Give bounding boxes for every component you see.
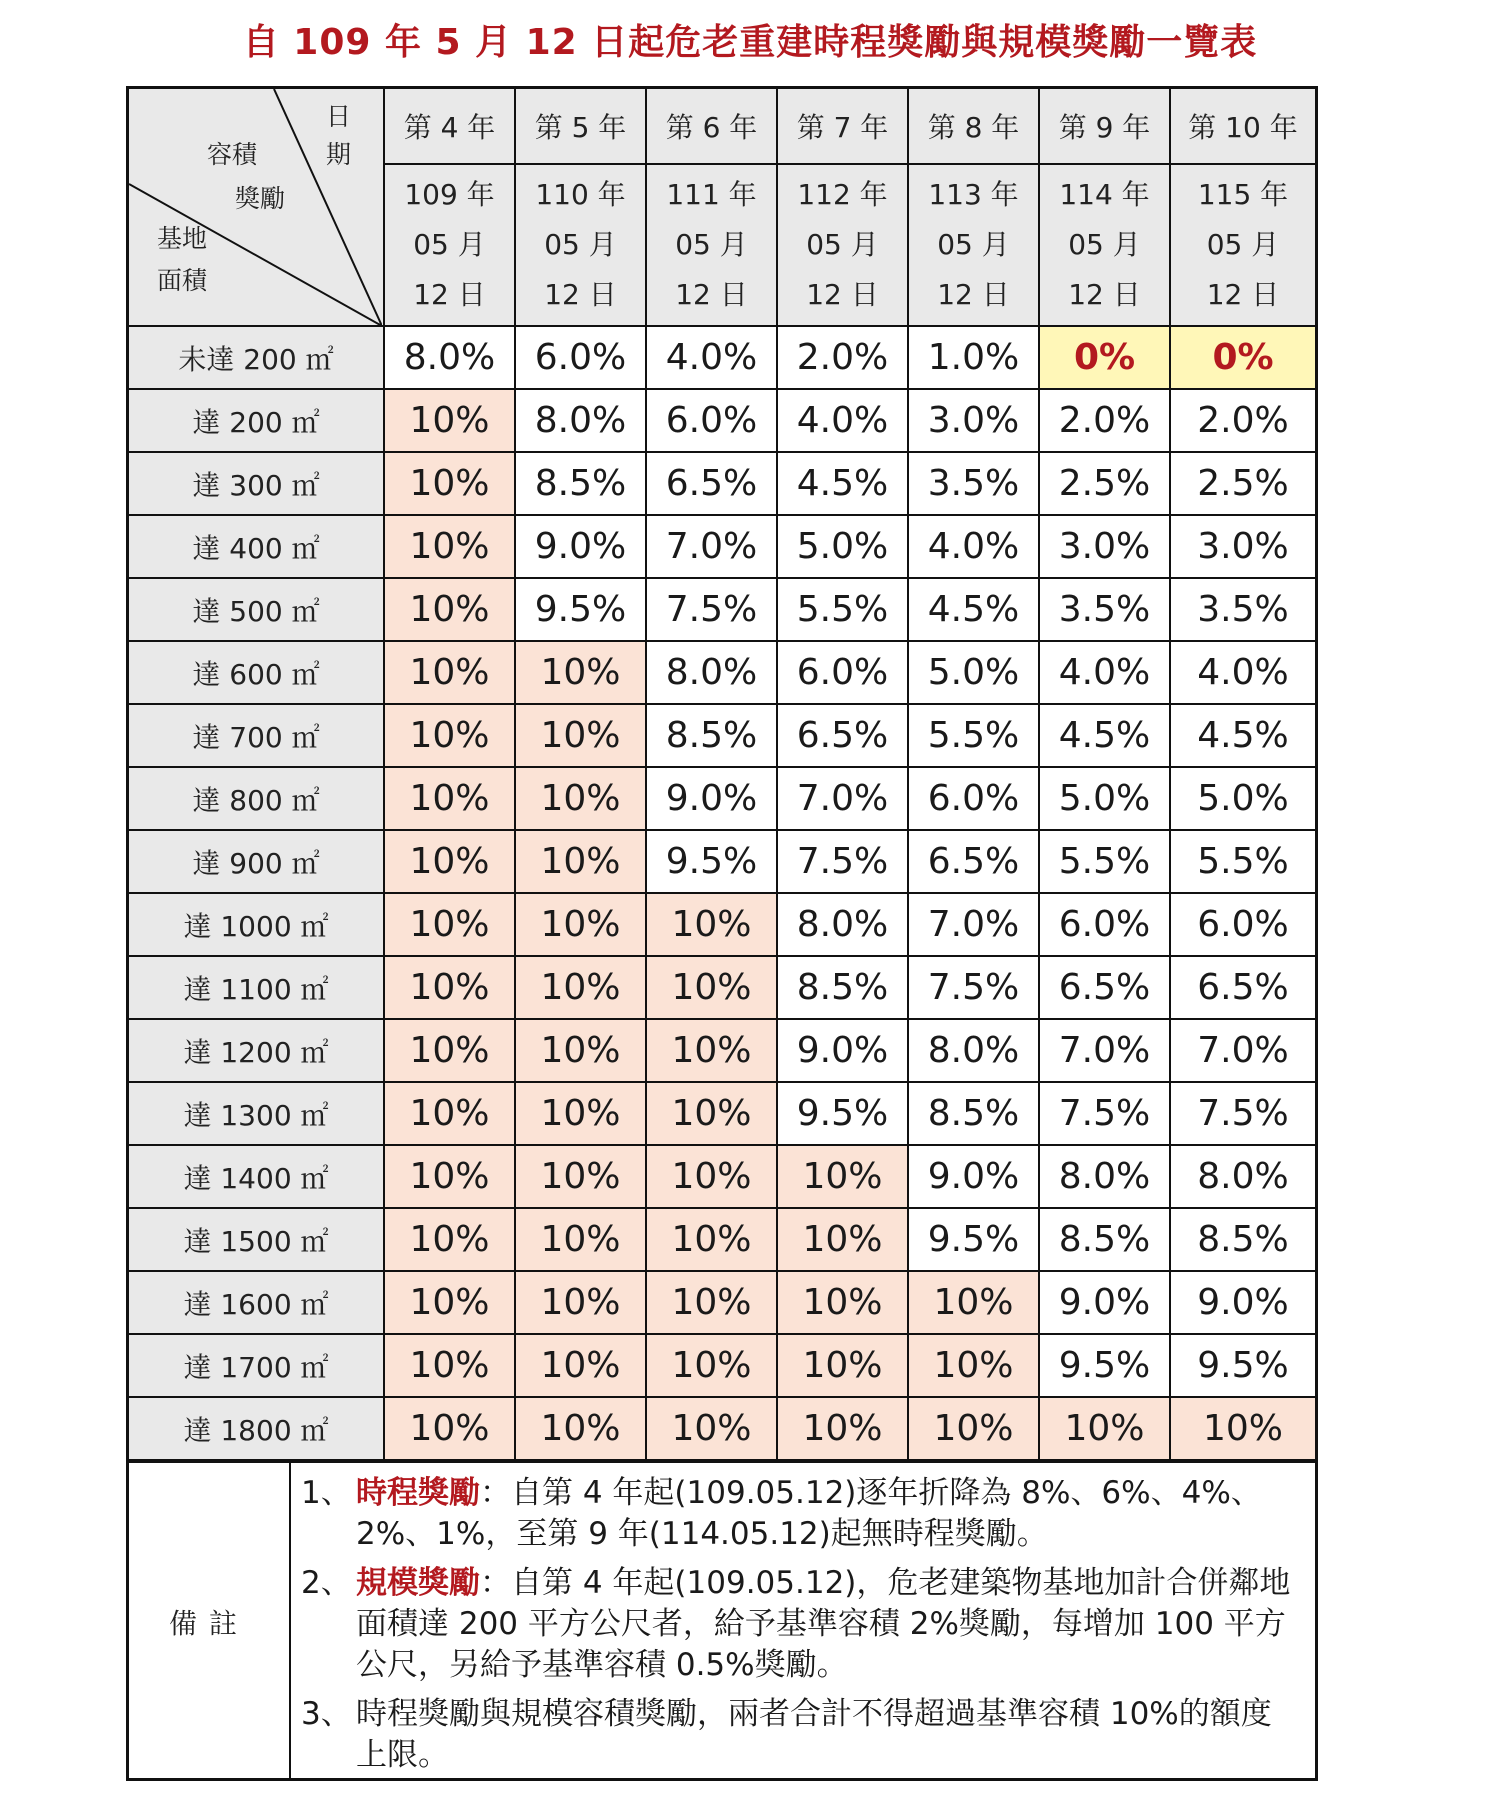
bonus-cell: 10% (384, 1208, 515, 1271)
column-date-line: 12 日 (937, 278, 1010, 311)
bonus-cell: 10% (384, 1397, 515, 1460)
bonus-cell: 3.0% (1170, 515, 1315, 578)
bonus-cell: 10% (646, 893, 777, 956)
bonus-cell: 5.5% (908, 704, 1039, 767)
table-row (129, 1208, 1315, 1271)
bonus-cell: 5.0% (908, 641, 1039, 704)
bonus-cell: 10% (515, 1082, 646, 1145)
bonus-cell: 10% (646, 1019, 777, 1082)
bonus-cell: 2.0% (1039, 389, 1170, 452)
bonus-table-sheet (126, 86, 1318, 1781)
table-row (129, 893, 1315, 956)
bonus-cell: 8.5% (646, 704, 777, 767)
note-number: 1、 (301, 1475, 352, 1511)
bonus-cell: 10% (384, 704, 515, 767)
bonus-cell: 10% (777, 1271, 908, 1334)
bonus-cell: 4.5% (777, 452, 908, 515)
bonus-cell: 6.5% (1039, 956, 1170, 1019)
corner-header (129, 89, 384, 326)
bonus-cell: 7.0% (646, 515, 777, 578)
bonus-cell: 4.5% (1170, 704, 1315, 767)
row-area-label: 達 400 ㎡ (129, 515, 384, 578)
notes-body (301, 1473, 1301, 1784)
bonus-cell: 2.5% (1039, 452, 1170, 515)
bonus-cell: 5.5% (1039, 830, 1170, 893)
column-date-line: 05 月 (675, 228, 748, 261)
bonus-cell: 6.0% (908, 767, 1039, 830)
table-row (129, 578, 1315, 641)
column-date-header (384, 164, 515, 326)
table-row (129, 1397, 1315, 1460)
bonus-cell: 7.5% (646, 578, 777, 641)
bonus-cell: 5.0% (1039, 767, 1170, 830)
bonus-cell: 8.5% (777, 956, 908, 1019)
note-number: 2、 (301, 1565, 352, 1601)
bonus-cell: 10% (384, 578, 515, 641)
bonus-table (129, 89, 1315, 1461)
bonus-cell: 10% (384, 515, 515, 578)
bonus-cell: 4.0% (908, 515, 1039, 578)
column-date-line: 113 年 (928, 178, 1019, 211)
bonus-cell: 7.0% (1039, 1019, 1170, 1082)
table-row (129, 326, 1315, 389)
column-date-line: 05 月 (1068, 228, 1141, 261)
bonus-cell: 2.5% (1170, 452, 1315, 515)
column-date-line: 112 年 (797, 178, 888, 211)
column-date-header (1170, 164, 1315, 326)
page-title: 自 109 年 5 月 12 日起危老重建時程獎勵與規模獎勵一覽表 (242, 22, 1258, 63)
bonus-cell: 2.0% (777, 326, 908, 389)
column-year-header: 第 5 年 (515, 89, 646, 164)
row-area-label: 達 300 ㎡ (129, 452, 384, 515)
bonus-cell: 10% (515, 830, 646, 893)
corner-area-label-2: 面積 (157, 266, 208, 295)
bonus-cell: 3.5% (1039, 578, 1170, 641)
note-number: 3、 (301, 1696, 352, 1732)
bonus-cell: 5.0% (777, 515, 908, 578)
row-area-label: 達 1600 ㎡ (129, 1271, 384, 1334)
corner-date-label-2: 期 (326, 140, 352, 169)
row-area-label: 達 1300 ㎡ (129, 1082, 384, 1145)
note-keyword: 時程獎勵 (356, 1475, 480, 1511)
bonus-cell: 8.0% (1170, 1145, 1315, 1208)
bonus-cell: 4.5% (908, 578, 1039, 641)
bonus-cell: 3.0% (1039, 515, 1170, 578)
column-date-line: 109 年 (404, 178, 495, 211)
bonus-cell: 2.0% (1170, 389, 1315, 452)
bonus-cell: 4.0% (1170, 641, 1315, 704)
column-date-header (515, 164, 646, 326)
bonus-cell: 8.0% (384, 326, 515, 389)
column-date-line: 12 日 (1068, 278, 1141, 311)
corner-bonus-label-1: 容積 (207, 140, 258, 169)
bonus-cell: 10% (384, 767, 515, 830)
bonus-cell: 1.0% (908, 326, 1039, 389)
bonus-cell: 8.5% (1039, 1208, 1170, 1271)
bonus-cell: 7.5% (1039, 1082, 1170, 1145)
bonus-cell: 10% (908, 1334, 1039, 1397)
bonus-cell: 9.0% (1039, 1271, 1170, 1334)
bonus-cell: 8.0% (908, 1019, 1039, 1082)
row-area-label: 達 1500 ㎡ (129, 1208, 384, 1271)
column-date-header (777, 164, 908, 326)
bonus-cell: 10% (384, 1271, 515, 1334)
bonus-cell: 9.5% (908, 1208, 1039, 1271)
note-item (301, 1694, 1301, 1776)
bonus-cell: 10% (384, 641, 515, 704)
column-date-line: 12 日 (1206, 278, 1280, 311)
note-text: ：自第 4 年起(109.05.12)，危老建築物基地加計合併鄰地面積達 200 平方公尺者，給予基準容積 2%獎勵，每增加 100 平方公尺，另給予基準容積 0.5%獎勵。 (356, 1565, 1291, 1683)
bonus-cell: 8.0% (777, 893, 908, 956)
table-row (129, 1082, 1315, 1145)
bonus-cell: 10% (384, 893, 515, 956)
bonus-cell: 6.5% (908, 830, 1039, 893)
column-date-line: 05 月 (544, 228, 617, 261)
table-row (129, 515, 1315, 578)
bonus-cell: 10% (646, 1145, 777, 1208)
bonus-cell: 6.5% (1170, 956, 1315, 1019)
bonus-cell: 7.0% (908, 893, 1039, 956)
bonus-cell: 8.0% (1039, 1145, 1170, 1208)
column-date-line: 115 年 (1197, 178, 1289, 211)
bonus-cell: 6.0% (646, 389, 777, 452)
bonus-cell: 9.0% (777, 1019, 908, 1082)
table-row (129, 641, 1315, 704)
table-row (129, 704, 1315, 767)
bonus-cell: 9.0% (515, 515, 646, 578)
bonus-cell: 10% (646, 1208, 777, 1271)
bonus-cell: 10% (384, 1019, 515, 1082)
bonus-cell: 10% (515, 641, 646, 704)
bonus-cell: 10% (384, 452, 515, 515)
bonus-cell: 3.0% (908, 389, 1039, 452)
row-area-label: 未達 200 ㎡ (129, 326, 384, 389)
bonus-cell: 0% (1170, 326, 1315, 389)
bonus-cell: 10% (646, 1082, 777, 1145)
bonus-cell: 10% (515, 893, 646, 956)
corner-area-label-1: 基地 (157, 224, 208, 253)
bonus-cell: 5.5% (777, 578, 908, 641)
bonus-cell: 7.0% (1170, 1019, 1315, 1082)
bonus-cell: 10% (646, 956, 777, 1019)
note-text: ：自第 4 年起(109.05.12)逐年折降為 8%、6%、4%、2%、1%，至第 9 年(114.05.12)起無時程獎勵。 (356, 1475, 1262, 1552)
bonus-cell: 10% (515, 1145, 646, 1208)
bonus-cell: 7.0% (777, 767, 908, 830)
bonus-cell: 10% (777, 1397, 908, 1460)
column-date-header (1039, 164, 1170, 326)
bonus-cell: 8.0% (515, 389, 646, 452)
row-area-label: 達 1400 ㎡ (129, 1145, 384, 1208)
row-area-label: 達 1200 ㎡ (129, 1019, 384, 1082)
bonus-cell: 9.0% (646, 767, 777, 830)
bonus-cell: 5.0% (1170, 767, 1315, 830)
column-date-line: 05 月 (413, 228, 486, 261)
bonus-cell: 8.0% (646, 641, 777, 704)
bonus-cell: 10% (384, 830, 515, 893)
bonus-cell: 7.5% (777, 830, 908, 893)
column-year-header: 第 10 年 (1170, 89, 1315, 164)
row-area-label: 達 1700 ㎡ (129, 1334, 384, 1397)
column-year-header: 第 6 年 (646, 89, 777, 164)
row-area-label: 達 1100 ㎡ (129, 956, 384, 1019)
bonus-cell: 10% (1039, 1397, 1170, 1460)
bonus-cell: 5.5% (1170, 830, 1315, 893)
bonus-cell: 10% (777, 1334, 908, 1397)
bonus-cell: 10% (646, 1397, 777, 1460)
column-date-header (908, 164, 1039, 326)
bonus-cell: 4.0% (1039, 641, 1170, 704)
column-date-line: 114 年 (1059, 178, 1150, 211)
note-item (301, 1563, 1301, 1686)
corner-bonus-label-2: 獎勵 (235, 184, 286, 213)
row-area-label: 達 700 ㎡ (129, 704, 384, 767)
table-row (129, 389, 1315, 452)
bonus-cell: 10% (908, 1397, 1039, 1460)
bonus-cell: 10% (515, 704, 646, 767)
note-item (301, 1473, 1301, 1555)
bonus-cell: 3.5% (1170, 578, 1315, 641)
bonus-cell: 10% (515, 1019, 646, 1082)
bonus-cell: 7.5% (908, 956, 1039, 1019)
bonus-cell: 10% (646, 1334, 777, 1397)
bonus-cell: 4.0% (646, 326, 777, 389)
bonus-cell: 4.0% (777, 389, 908, 452)
bonus-cell: 9.5% (1039, 1334, 1170, 1397)
column-date-header (646, 164, 777, 326)
table-row (129, 452, 1315, 515)
bonus-cell: 8.5% (908, 1082, 1039, 1145)
bonus-cell: 6.0% (1039, 893, 1170, 956)
row-area-label: 達 200 ㎡ (129, 389, 384, 452)
row-area-label: 達 500 ㎡ (129, 578, 384, 641)
bonus-cell: 9.0% (1170, 1271, 1315, 1334)
notes-section (129, 1461, 1315, 1780)
column-date-line: 05 月 (806, 228, 879, 261)
bonus-cell: 9.5% (1170, 1334, 1315, 1397)
table-row (129, 767, 1315, 830)
bonus-cell: 6.5% (646, 452, 777, 515)
column-year-header: 第 9 年 (1039, 89, 1170, 164)
bonus-cell: 10% (908, 1271, 1039, 1334)
bonus-cell: 10% (384, 1082, 515, 1145)
table-row (129, 956, 1315, 1019)
bonus-cell: 10% (515, 1397, 646, 1460)
bonus-cell: 9.5% (777, 1082, 908, 1145)
bonus-cell: 10% (515, 767, 646, 830)
bonus-cell: 6.0% (777, 641, 908, 704)
corner-date-label-1: 日 (326, 102, 352, 131)
bonus-cell: 6.5% (777, 704, 908, 767)
bonus-cell: 10% (384, 1334, 515, 1397)
row-area-label: 達 1000 ㎡ (129, 893, 384, 956)
table-row (129, 1145, 1315, 1208)
bonus-cell: 10% (515, 1271, 646, 1334)
table-row (129, 1019, 1315, 1082)
bonus-cell: 10% (777, 1145, 908, 1208)
bonus-cell: 8.5% (1170, 1208, 1315, 1271)
bonus-cell: 9.5% (515, 578, 646, 641)
column-date-line: 110 年 (535, 178, 626, 211)
bonus-cell: 4.5% (1039, 704, 1170, 767)
table-row (129, 1271, 1315, 1334)
bonus-cell: 9.0% (908, 1145, 1039, 1208)
row-area-label: 達 1800 ㎡ (129, 1397, 384, 1460)
column-date-line: 12 日 (675, 278, 748, 311)
column-year-header: 第 8 年 (908, 89, 1039, 164)
table-row (129, 1334, 1315, 1397)
column-year-header: 第 4 年 (384, 89, 515, 164)
bonus-cell: 3.5% (908, 452, 1039, 515)
row-area-label: 達 600 ㎡ (129, 641, 384, 704)
bonus-cell: 10% (515, 1334, 646, 1397)
row-area-label: 達 900 ㎡ (129, 830, 384, 893)
notes-label: 備註 (129, 1463, 291, 1780)
bonus-cell: 0% (1039, 326, 1170, 389)
column-date-line: 12 日 (544, 278, 617, 311)
bonus-cell: 6.0% (1170, 893, 1315, 956)
bonus-cell: 7.5% (1170, 1082, 1315, 1145)
bonus-cell: 8.5% (515, 452, 646, 515)
bonus-cell: 10% (515, 956, 646, 1019)
table-row (129, 830, 1315, 893)
note-keyword: 規模獎勵 (356, 1565, 480, 1601)
column-year-header: 第 7 年 (777, 89, 908, 164)
row-area-label: 達 800 ㎡ (129, 767, 384, 830)
column-date-line: 111 年 (666, 178, 757, 211)
note-text: 時程獎勵與規模容積獎勵，兩者合計不得超過基準容積 10%的額度上限。 (356, 1696, 1272, 1773)
bonus-cell: 10% (384, 1145, 515, 1208)
bonus-cell: 10% (646, 1271, 777, 1334)
column-date-line: 12 日 (413, 278, 486, 311)
column-date-line: 12 日 (806, 278, 879, 311)
bonus-cell: 10% (384, 389, 515, 452)
bonus-cell: 10% (777, 1208, 908, 1271)
bonus-cell: 9.5% (646, 830, 777, 893)
bonus-cell: 10% (1170, 1397, 1315, 1460)
bonus-cell: 6.0% (515, 326, 646, 389)
bonus-cell: 10% (515, 1208, 646, 1271)
column-date-line: 05 月 (937, 228, 1010, 261)
column-date-line: 05 月 (1206, 228, 1280, 261)
bonus-cell: 10% (384, 956, 515, 1019)
